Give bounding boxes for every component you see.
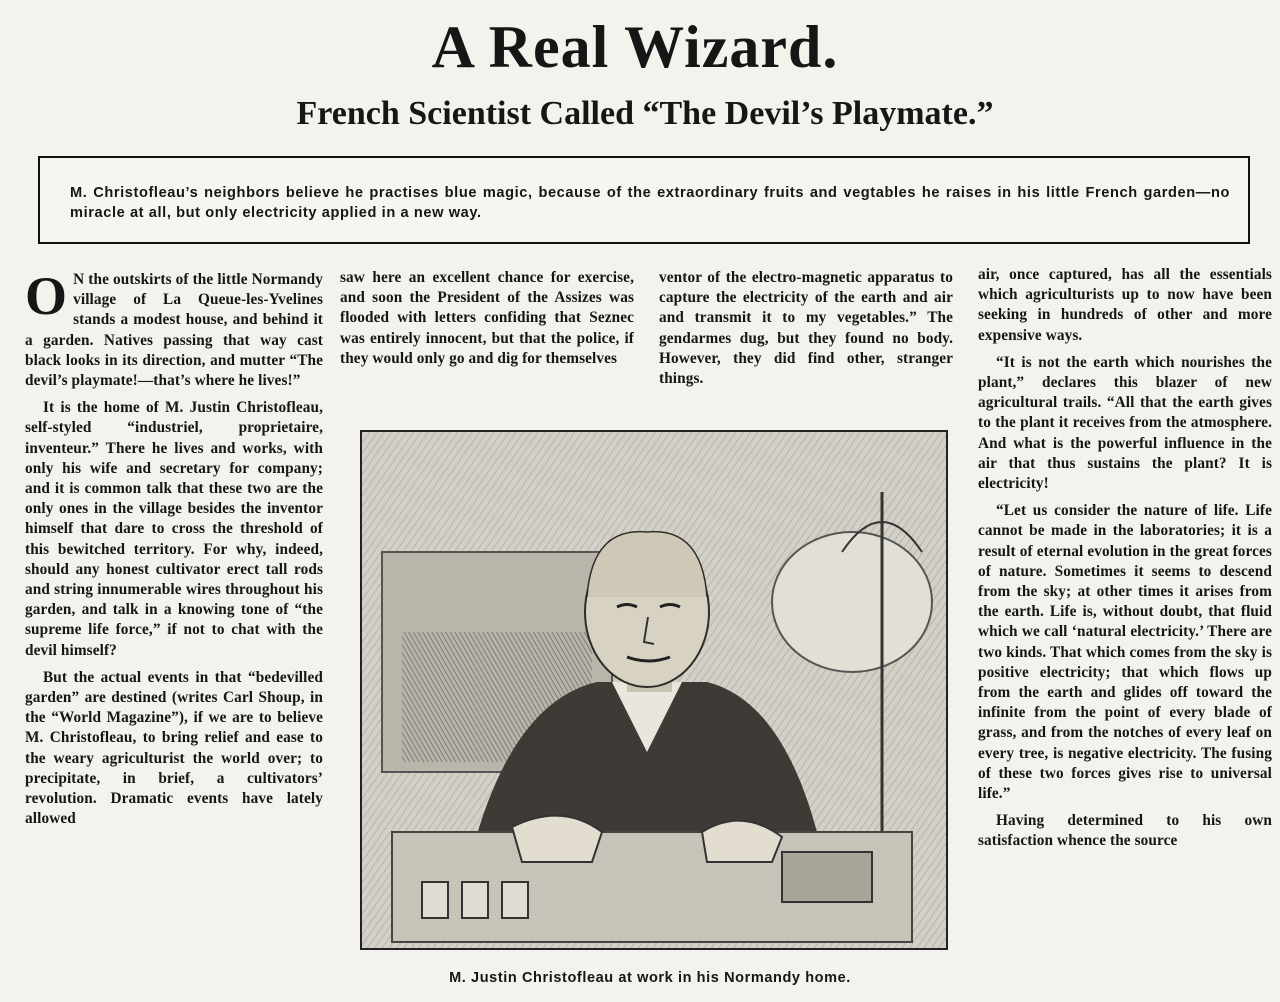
column-4-paragraph-2: “It is not the earth which nourishes the plant,” declares this blazer of new agricultural trails. “All that the earth gives to the plant it receives from the atmosphere. And what is the powerful influence in the air that thus sustains the plant? It is electricity! [978,353,1272,493]
column-3-paragraph: ventor of the electro-magnetic apparatus to capture the electricity of the earth and air and transmit it to my vegetables.” The gendarmes dug, but they found no body. However, they did find other, stranger things. [659,269,953,388]
column-4-paragraph-3: “Let us consider the nature of life. Life cannot be made in the laboratories; it is a result of eternal evolution in the great forces of nature. Sometimes it seems to descend from the sky; at other times it arises from the earth. Life is, without doubt, that fluid which we call ‘natural electricity.’ There are two kinds. That which comes from the sky is positive electricity; that which flows up from the earth and glides off toward the infinite from the point of every blade of grass, and from the notches of every leaf on every tree, is negative electricity. The fusing of these two forces gives rise to universal life.” [978,502,1272,803]
drop-cap: O [25,266,68,326]
summary-text: M. Christofleau’s neighbors believe he practises blue magic, because of the extraordinary fruits and vegtables he raises in his little French garden—no miracle at all, but only electricity applied in a new way. [70,185,1230,221]
photo-caption: M. Justin Christofleau at work in his Normandy home. [449,970,851,986]
portrait-illustration [360,430,948,950]
column-2-paragraph: saw here an excellent chance for exercise, and soon the President of the Assizes was flooded with letters confiding that Seznec was entirely innocent, but that the police, if they would only go and dig for themselves [340,269,634,367]
summary-box [38,156,1250,244]
column-1-paragraph-1-text: N the outskirts of the little Normandy village of La Queue-les-Yvelines stands a modest house, and behind it a garden. Natives passing that way cast black looks in its direction, and mutter “The devil’s playmate!—that’s where he lives!” [25,271,323,390]
portrait-drawing [362,432,946,948]
column-1 [25,266,323,829]
column-1-paragraph-2: It is the home of M. Justin Christofleau, self-styled “industriel, proprietaire, inventeur.” There he lives and works, with only his wife and secretary for company; and it is common talk that these two are the only ones in the village besides the inventor himself that dare to cross the threshold of this bewitched territory. For why, indeed, should any honest cultivator erect tall rods and string innumerable wires throughout his garden, and talk in a knowing tone of “the supreme life force,” if not to chat with the devil himself? [25,399,323,659]
column-4-paragraph-1: air, once captured, has all the essentials which agriculturists up to now have been seeking in hundreds of other and more expensive ways. [978,266,1272,344]
column-1-paragraph-1 [25,266,323,391]
subheadline: French Scientist Called “The Devil’s Playmate.” [296,95,994,132]
headline: A Real Wizard. [431,14,839,80]
column-1-paragraph-3: But the actual events in that “bedevilled garden” are destined (writes Carl Shoup, in the “World Magazine”), if we are to believe M. Christofleau, to bring relief and ease to the weary agriculturist the world over; to precipitate, in brief, a cultivators’ revolution. Dramatic events have lately allowed [25,668,323,828]
column-2 [340,268,634,408]
column-4 [978,265,1272,852]
column-4-paragraph-4: Having determined to his own satisfaction whence the source [978,812,1272,850]
column-3 [659,268,953,408]
